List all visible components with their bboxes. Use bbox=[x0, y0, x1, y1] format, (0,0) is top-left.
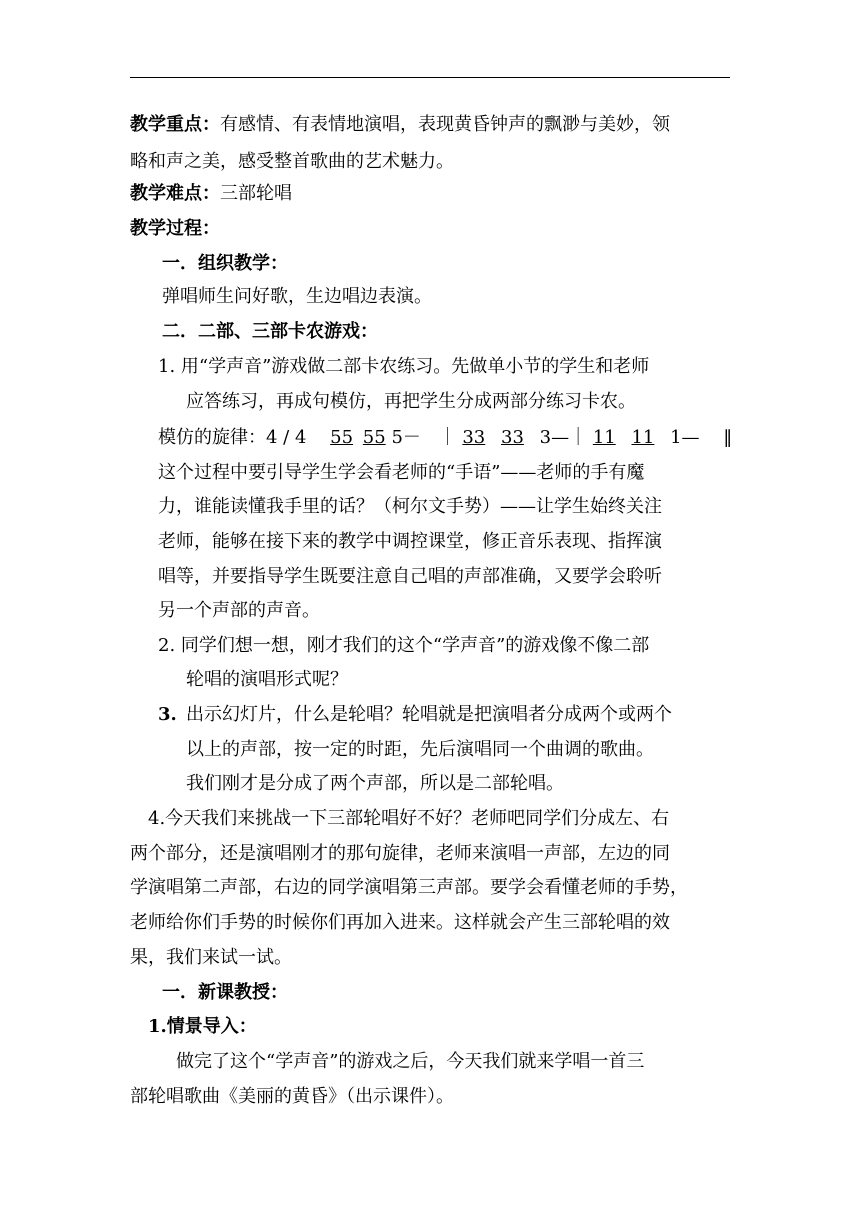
melody-note-group: 1— bbox=[670, 427, 700, 448]
item2-line-1: 2. 同学们想一想，刚才我们的这个“学声音”的游戏像不像二部 bbox=[158, 635, 650, 656]
section1-heading: 一．组织教学： bbox=[162, 253, 288, 274]
focus-line-2: 略和声之美，感受整首歌曲的艺术魅力。 bbox=[130, 151, 454, 172]
para-line: 力，谁能读懂我手里的话？（柯尔文手势）——让学生始终关注 bbox=[158, 496, 662, 517]
item3-line-2: 以上的声部，按一定的时距，先后演唱同一个曲调的歌曲。 bbox=[186, 739, 654, 760]
melody-label: 模仿的旋律：4 / 4 bbox=[158, 427, 307, 448]
section3-heading: 一．新课教授： bbox=[162, 982, 288, 1003]
melody-note-group: 55 bbox=[330, 427, 354, 448]
item1-line-1: 1. 用“学声音”游戏做二部卡农练习。先做单小节的学生和老师 bbox=[158, 356, 650, 377]
melody-note-group: 55 bbox=[362, 427, 386, 448]
section3-para-line-2: 部轮唱歌曲《美丽的黄昏》（出示课件）。 bbox=[130, 1086, 454, 1107]
item3-text-1: 出示幻灯片，什么是轮唱？轮唱就是把演唱者分成两个或两个 bbox=[186, 704, 672, 725]
difficulty-line bbox=[130, 184, 292, 204]
process-label: 教学过程： bbox=[130, 218, 220, 239]
melody-note-group: 3—｜ bbox=[539, 427, 588, 448]
section2-heading: 二．二部、三部卡农游戏： bbox=[162, 321, 378, 342]
melody-note-group: 11 bbox=[592, 427, 616, 448]
focus-label: 教学重点： bbox=[130, 114, 220, 135]
difficulty-label: 教学难点： bbox=[130, 183, 220, 204]
focus-text-1: 有感情、有表情地演唱，表现黄昏钟声的飘渺与美妙，领 bbox=[220, 114, 670, 135]
item1-line-2: 应答练习，再成句模仿，再把学生分成两部分练习卡农。 bbox=[186, 391, 636, 412]
para-line: 老师，能够在接下来的教学中调控课堂，修正音乐表现、指挥演 bbox=[158, 531, 662, 552]
item4-line: 学演唱第二声部，右边的同学演唱第三声部。要学会看懂老师的手势， bbox=[130, 877, 688, 898]
para-line: 唱等，并要指导学生既要注意自己唱的声部准确，又要学会聆听 bbox=[158, 566, 662, 587]
section3-subheading: 1.情景导入： bbox=[148, 1016, 257, 1037]
item4-line: 两个部分，还是演唱刚才的那句旋律，老师来演唱一声部，左边的同 bbox=[130, 843, 670, 864]
item3-line-1 bbox=[158, 705, 672, 725]
section3-para-line-1: 做完了这个“学声音”的游戏之后，今天我们就来学唱一首三 bbox=[176, 1051, 645, 1072]
item4-line: 4.今天我们来挑战一下三部轮唱好不好？老师吧同学们分成左、右 bbox=[148, 808, 670, 829]
item3-line-3: 我们刚才是分成了两个声部，所以是二部轮唱。 bbox=[186, 773, 564, 794]
section1-text: 弹唱师生问好歌，生边唱边表演。 bbox=[162, 286, 432, 307]
melody-note-group: 33 bbox=[462, 427, 486, 448]
item2-line-2: 轮唱的演唱形式呢？ bbox=[186, 669, 348, 690]
melody-note-group: 5－ bbox=[391, 427, 421, 448]
melody-barline: ｜ bbox=[438, 427, 457, 448]
item4-line: 老师给你们手势的时候你们再加入进来。这样就会产生三部轮唱的效 bbox=[130, 912, 670, 933]
para-line: 另一个声部的声音。 bbox=[158, 600, 320, 621]
item3-number: 3. bbox=[158, 704, 177, 725]
melody-end-barline: ‖ bbox=[723, 427, 733, 448]
header-rule bbox=[130, 77, 730, 78]
item4-line: 果，我们来试一试。 bbox=[130, 947, 292, 968]
para-line: 这个过程中要引导学生学会看老师的“手语”——老师的手有魔 bbox=[158, 462, 645, 483]
melody-note-group: 11 bbox=[631, 427, 655, 448]
melody-note-group: 33 bbox=[501, 427, 524, 448]
difficulty-text: 三部轮唱 bbox=[220, 183, 292, 204]
focus-line-1 bbox=[130, 115, 670, 135]
melody-line bbox=[158, 428, 732, 448]
